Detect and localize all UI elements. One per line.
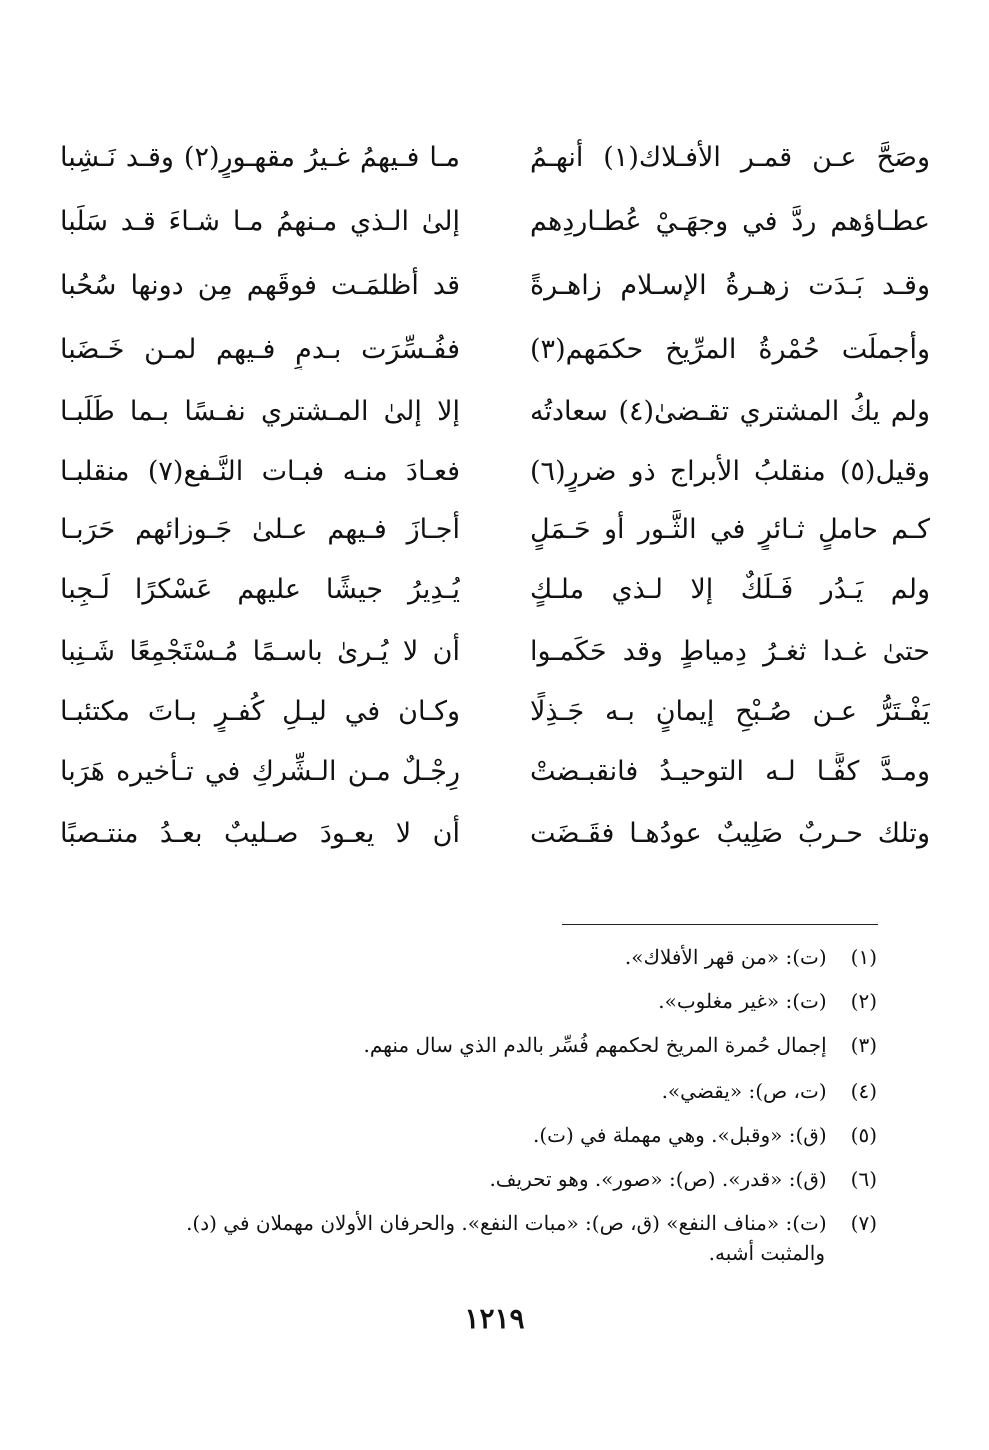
footnote [57,1030,877,1060]
footnote [57,1208,877,1268]
footnote-number: (٦) [850,1167,877,1191]
first-hemistich: وأجملَت حُمْرةُ المرِّيخ حكمَهم(٣) [530,334,930,365]
first-hemistich: ومـدَّ كفًّـا لـه التوحيـدُ فانقبـضتْ [530,756,930,787]
second-hemistich: أن لا يُـرىٰ باسـمًا مُـسْتَجْمِعًا شَـنِبا [60,636,460,667]
first-hemistich: وقـد بَـدَت زهـرةُ الإسـلام زاهـرةً [530,270,930,301]
footnote-text: (ت، ص): «يقضي». [661,1079,827,1103]
second-hemistich: يُـدِيرُ جيشًا عليهم عَسْكرًا لَـجِبا [60,574,460,605]
second-hemistich: إلا إلىٰ المـشتري نفـسًا بـما طَلَبـا [60,396,460,427]
first-hemistich: وصَحَّ عـن قمـر الأفـلاك(١) أنهـمُ [530,142,930,173]
footnote-separator [562,924,878,925]
second-hemistich: قد أظلمَـت فوقَهم مِن دونها سُحُبا [60,270,460,301]
second-hemistich: أجـازَ فـيهم عـلىٰ جَـوزائهم حَرَبـا [60,514,460,545]
first-hemistich: عطـاؤهم ردَّ في وجهَـيْ عُطـاردِهم [530,206,930,237]
first-hemistich: ولم يكُ المشتري تقـضىٰ(٤) سعادتُه [530,396,930,427]
verse-row [60,126,930,190]
footnote [57,986,877,1016]
footnote [57,1164,877,1194]
verse-row [60,318,930,382]
second-hemistich: ففُـسِّرَت بـدمٍ فـيهم لمـن خَـضَبا [60,334,460,365]
first-hemistich: وقيل(٥) منقلبُ الأبراج ذو ضررٍ(٦) [530,456,930,487]
first-hemistich: حتىٰ غـدا ثغـرُ دِمياطٍ وقد حَكَمـوا [530,636,930,667]
footnote-text: (ق): «وقبل». وهي مهملة في (ت). [533,1123,827,1147]
footnote-number: (٣) [850,1033,877,1057]
footnote-number: (١) [850,945,877,969]
page-number: ١٢١٩ [464,1302,525,1335]
second-hemistich: إلىٰ الـذي مـنهمُ مـا شـاءَ قـد سَلَبا [60,206,460,237]
first-hemistich: ولم يَـدُر فَـلَكٌ إلا لـذي ملـكٍ [530,574,930,605]
footnote-continuation: والمثبت أشبه. [708,1241,825,1265]
footnote [57,1120,877,1150]
verse-row [60,440,930,504]
second-hemistich: وكـان في ليـلِ كُفـرٍ بـاتَ مكتئبـا [60,696,460,727]
footnote [57,942,877,972]
footnote-text: (ق): «قدر». (ص): «صور». وهو تحريف. [489,1167,827,1191]
footnote-text: (ت): «مناف النفع» (ق، ص): «مبات النفع». والحرفان الأولان مهملان في (د). [186,1211,827,1235]
verse-row [60,380,930,444]
verse-row [60,802,930,866]
footnote-number: (٤) [850,1079,877,1103]
footnote-number: (٧) [850,1211,877,1235]
verse-row [60,190,930,254]
first-hemistich: يَفْـتَرُّ عـن صُـبْحِ إيمانٍ بـه جَـذِلًا [530,696,930,727]
verse-row [60,558,930,622]
second-hemistich: مـا فـيهمُ غـيرُ مقهـورٍ(٢) وقـد نَـشِبا [60,142,460,173]
footnote-text: (ت): «غير مغلوب». [658,989,827,1013]
second-hemistich: رِجْـلٌ مـن الـشِّركِ في تـأخيره هَرَبا [60,756,460,787]
verse-row [60,620,930,684]
verse-row [60,740,930,804]
second-hemistich: فعـادَ منـه فبـات النَّـفع(٧) منقلبـا [60,456,460,487]
first-hemistich: وتلك حـربٌ صَلِيبٌ عودُهـا فقَـضَت [530,818,930,849]
footnote-text: (ت): «من قهر الأفلاك». [624,945,827,969]
verse-row [60,498,930,562]
footnote [57,1076,877,1106]
footnote-text: إجمال حُمرة المريخ لحكمهم فُسِّر بالدم الذي سال منهم. [363,1033,827,1057]
footnote-number: (٢) [850,989,877,1013]
verse-row [60,254,930,318]
verse-row [60,680,930,744]
second-hemistich: أن لا يعـودَ صـليبٌ بعـدُ منتـصبًا [60,818,460,849]
footnote-number: (٥) [850,1123,877,1147]
first-hemistich: كـم حاملٍ ثـائرٍ في الثَّـور أو حَـمَلٍ [530,514,930,545]
